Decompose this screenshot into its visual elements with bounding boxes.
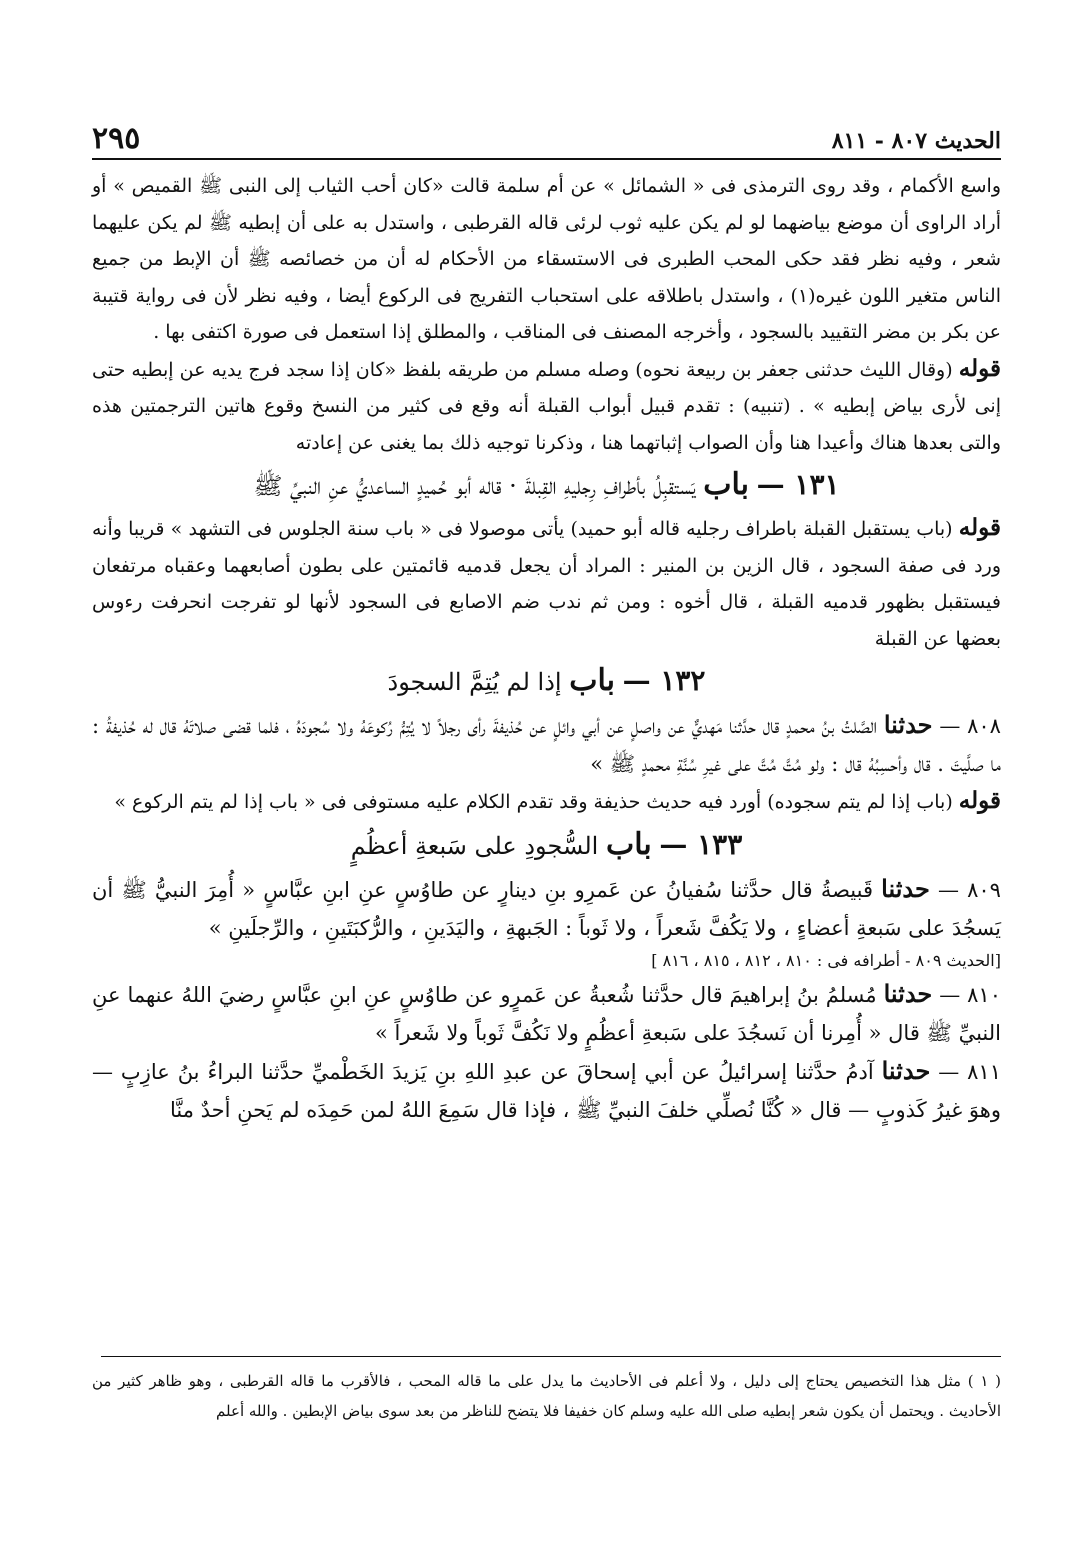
hadith-text	[92, 975, 1001, 1052]
footnote: ( ١ ) مثل هذا التخصيص يحتاج إلى دليل ، ولا أعلم فى الأحاديث ما يدل على ما قاله المحب ، فالأقرب ما قاله القرطبى ، وهو ظاهر كثير من الأحاديث . ويحتمل أن يكون شعر إبطيه صلى الله عليه وسلم كان خفيفا فلا يتضح للناظر من بعد سوى بياض الإبطين . والله أعلم	[92, 1372, 1001, 1420]
commentary-text: واسع الأكمام ، وقد روى الترمذى فى « الشمائل » عن أم سلمة قالت «كان أحب الثياب إلى النبى ﷺ القميص » أو أراد الراوى أن موضع بياضهما لو لم يكن عليه ثوب لرئى قاله القرطبى ، واستدل به على أن إبطيه ﷺ لم يكن عليهما شعر ، وفيه نظر فقد حكى المحب الطبرى فى الاستسقاء من الأحكام له أن من خصائصه ﷺ أن الإبط من جميع الناس متغير اللون غيره(١) ، واستدل باطلاقه على استحباب التفريج فى الركوع أيضا ، وفيه نظر لأن فى رواية قتيبة عن بكر بن مضر التقييد بالسجود ، وأخرجه المصنف فى المناقب ، والمطلق إذا استعمل فى صورة اكتفى بها .	[92, 175, 1002, 343]
page-header	[92, 112, 1001, 160]
hadith-lead-word: حدثنا	[883, 710, 933, 739]
hadith-body: آدمُ حدَّثنا إسرائيلُ عن أبي إسحاقَ عن عبدِ اللهِ بنِ يَزيدَ الخَطْميِّ حدَّثنا البراءُ بنُ عازِبٍ — وهوَ غيرُ كَذوبٍ — قال « كُنَّا نُصلِّي خلفَ النبيِّ ﷺ ، فإذا قال سَمِعَ اللهُ لمن حَمِدَه لم يَحنِ أحدٌ منَّا	[92, 1059, 1001, 1122]
hadith-number: ٨١١ —	[938, 1059, 1001, 1084]
hadith-lead-word: حدثنا	[883, 978, 933, 1008]
main-text	[92, 168, 1001, 1129]
hadith-lead-word: حدثنا	[881, 1055, 931, 1085]
chapter-heading	[92, 463, 1001, 508]
hadith-body: الصَّلتُ بنُ محمدٍ قال حدَّثنا مَهديٌّ عن واصلٍ عن أبي وائلٍ عن حُذيفةَ رأى رجلاً لا يُتِمُّ رُكوعَهُ ولا سُجودَهُ ، فلما قضى صلاتَهُ قال له حُذيفةُ : ما صلَّيتَ . قال وأحسِبُهُ قال : ولو مُتَّ مُتَّ على غيرِ سُنَّةِ محمدٍ ﷺ »	[92, 714, 1001, 776]
hadith-lead-word: حدثنا	[881, 873, 930, 903]
commentary-paragraph	[92, 168, 1001, 351]
chapter-heading	[92, 659, 1001, 704]
qawluhu-marker: قوله	[958, 354, 1001, 382]
commentary-paragraph	[92, 351, 1001, 462]
page-number: ٢٩٥	[92, 121, 141, 156]
chapter-heading	[92, 823, 1001, 868]
hadith-text	[92, 870, 1001, 947]
chapter-word: باب	[569, 663, 615, 698]
hadith-number: ٨٠٨ —	[939, 714, 1001, 738]
hadith-body: مُسلمُ بنُ إبراهيمَ قال حدَّثنا شُعبةُ عن عَمرٍو عن طاوُسٍ عنِ ابنِ عبَّاسٍ رضيَ اللهُ عنهما عنِ النبيِّ ﷺ قال « أُمِرنا أن نَسجُدَ على سَبعةِ أعظُمٍ ولا نَكُفَّ ثَوباً ولا شَعراً »	[92, 982, 1001, 1045]
chapter-word: باب	[605, 826, 652, 862]
chapter-title: يَستقبِلُ بأطرافِ رِجليهِ القِبلةَ · قاله أبو حُميدٍ الساعديُّ عنِ النبيِّ ﷺ	[253, 472, 696, 500]
qawluhu-marker: قوله	[958, 787, 1001, 814]
qawluhu-marker: قوله	[958, 514, 1001, 541]
hadith-text	[92, 1052, 1001, 1129]
commentary-text: (باب يستقبل القبلة باطراف رجليه قاله أبو حميد) يأتى موصولا فى « باب سنة الجلوس فى التشهد » قريبا وأنه ورد فى صفة السجود ، قال الزين بن المنير : المراد أن يجعل قدميه قائمتين على بطون أصابعهما وعقباه مرتفعان فيستقبل بظهور قدميه القبلة ، قال أخوه : ومن ثم ندب ضم الاصابع فى السجود لأنها لو تفرجت انحرفت رءوس بعضها عن القبلة	[92, 518, 1001, 650]
hadith-body: قَبيصةُ قال حدَّثنا سُفيانُ عن عَمرِو بنِ دينارٍ عن طاوُسٍ عنِ ابنِ عبَّاسٍ « أُمِرَ النبيُّ ﷺ أن يَسجُدَ على سَبعةِ أعضاءٍ ، ولا يَكُفَّ شَعراً ، ولا ثَوباً : الجَبهةِ ، واليَدَينِ ، والرُّكبَتَينِ ، والرِّجلَينِ »	[92, 877, 1001, 940]
hadith-text	[92, 706, 1001, 783]
chapter-title: السُّجودِ على سَبعةِ أعظُمٍ	[350, 831, 599, 860]
chapter-number: ١٣٣ —	[659, 827, 743, 861]
chapter-number: ١٣٢ —	[622, 664, 706, 697]
commentary-paragraph	[92, 510, 1001, 657]
chapter-title: إذا لم يُتِمَّ السجودَ	[387, 668, 562, 696]
commentary-text: (باب إذا لم يتم سجوده) أورد فيه حديث حذيفة وقد تقدم الكلام عليه مستوفى فى « باب إذا لم يتم الركوع »	[114, 791, 953, 813]
hadith-number: ٨١٠ —	[939, 982, 1001, 1007]
commentary-text: (وقال الليث حدثنى جعفر بن ربيعة نحوه) وصله مسلم من طريقه بلفظ «كان إذا سجد فرج يديه عن إبطيه حتى إنى لأرى بياض إبطيه » . (تنبيه) : تقدم قبيل أبواب القبلة أنه وقع فى كثير من النسخ وقوع هاتين الترجمتين هذه والتى بعدها هناك وأعيدا هنا وأن الصواب إثباتهما هنا ، وذكرنا توجيه ذلك بما يغنى عن إعادته	[92, 358, 1001, 454]
footnote-divider	[101, 1356, 1001, 1357]
hadith-number: ٨٠٩ —	[937, 877, 1001, 902]
running-head: الحديث ٨٠٧ - ٨١١	[831, 128, 1001, 154]
atraf-reference: [الحديث ٨٠٩ - أطرافه فى : ٨١٠ ، ٨١٢ ، ٨١٥ ، ٨١٦ ]	[651, 950, 1001, 970]
footnotes	[92, 1366, 1001, 1426]
commentary-paragraph	[92, 783, 1001, 821]
chapter-number: ١٣١ —	[756, 468, 840, 501]
chapter-word: باب	[703, 467, 750, 502]
